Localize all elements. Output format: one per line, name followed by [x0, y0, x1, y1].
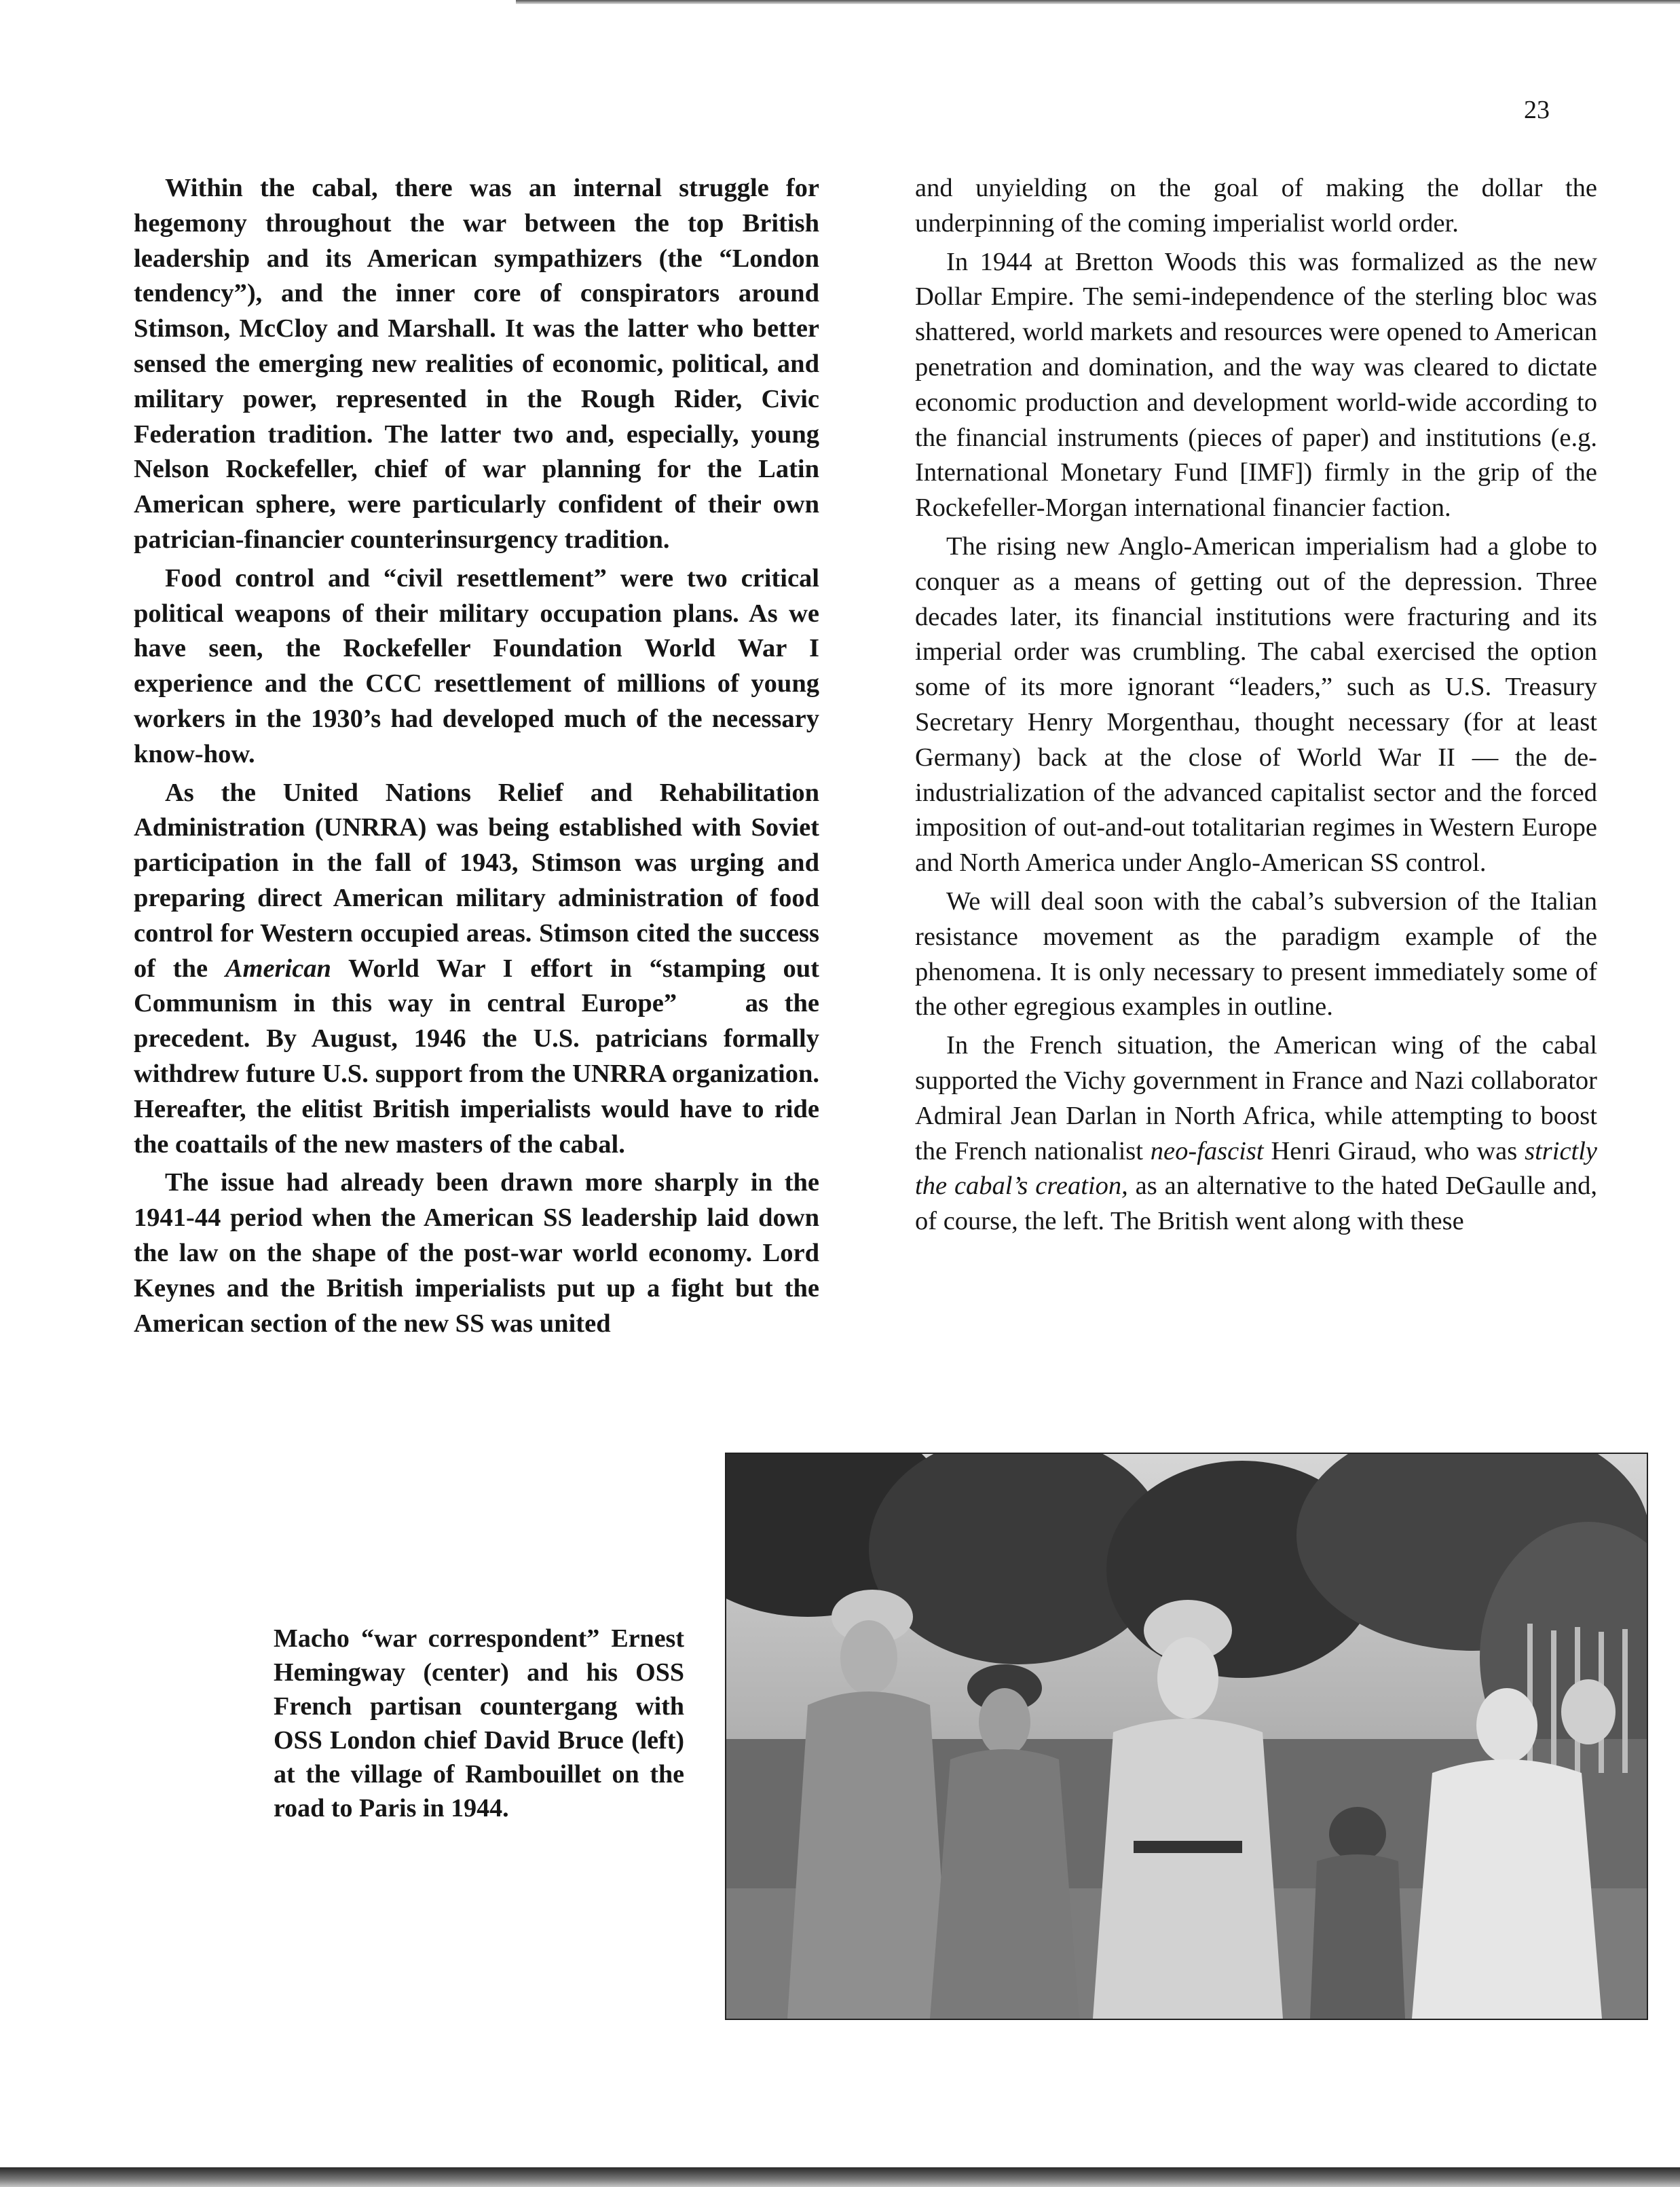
- photograph: [725, 1453, 1648, 2020]
- italic-text: American: [225, 954, 331, 983]
- photo-caption: Macho “war correspondent” Ernest Hemingway (center) and his OSS French partisan countergang with OSS London chief David Bruce (left) at the village of Rambouillet on the road to Paris in 1944.: [274, 1624, 684, 1822]
- photo-illustration: [726, 1454, 1647, 2019]
- left-column: [134, 171, 819, 1345]
- text-run: World War I effort in “stamping out Communism in this way in central Europe”: [134, 954, 819, 1018]
- paragraph: Food control and “civil resettlement” were two critical political weapons of their military occupation plans. As we have seen, the Rockefeller Foundation World War I experience and the CCC resettlement of millions of young workers in the 1930’s had developed much of the necessary know-how.: [134, 563, 819, 768]
- right-column: [915, 171, 1597, 1243]
- page-edge-top: [516, 0, 1680, 4]
- paragraph: Within the cabal, there was an internal struggle for hegemony throughout the war between the top British leadership and its American sympathizers (the “London tendency”), and the inner core of conspirators around Stimson, McCloy and Marshall. It was the latter who better sensed the emerging new realities of economic, political, and military power, represented in the Rough Rider, Civic Federation tradition. The latter two and, especially, young Nelson Rockefeller, chief of war planning for the Latin American sphere, were particularly confident of their own patrician-financier counterinsurgency tradition.: [134, 174, 819, 554]
- italic-text: neo-fascist: [1150, 1136, 1264, 1165]
- text-run: as the precedent. By August, 1946 the U.S. patricians formally withdrew future U.S. support from the UNRRA organization. Hereafter, the elitist British imperialists would have to ride the coattails of the new masters of the cabal.: [134, 989, 819, 1159]
- page-edge-bottom: [0, 2167, 1680, 2187]
- paragraph: In 1944 at Bretton Woods this was formalized as the new Dollar Empire. The semi-independence of the sterling bloc was shattered, world markets and resources were opened to American penetration and domination, and the way was cleared to dictate economic production and development world-wide according to the financial instruments (pieces of paper) and institutions (e.g. International Monetary Fund [IMF]) firmly in the grip of the Rockefeller-Morgan international financier faction.: [915, 247, 1597, 523]
- text-run: As the United Nations Relief and Rehabilitation Administration (UNRRA) was being established with Soviet participation in the fall of 1943, Stimson was urging and preparing direct American military administration of food control for Western occupied areas. Stimson cited the success of the: [134, 778, 819, 983]
- italic-text: strictly the cabal’s creation,: [915, 1136, 1598, 1201]
- paragraph: We will deal soon with the cabal’s subversion of the Italian resistance movement as the paradigm example of the phenomena. It is only necessary to present immediately some of the other egregious examples in outline.: [915, 886, 1597, 1022]
- text-run: Henri Giraud, who was: [1271, 1136, 1518, 1165]
- paragraph: [134, 776, 819, 1163]
- paragraph: The rising new Anglo-American imperialism had a globe to conquer as a means of getting out of the depression. Three decades later, its financial institutions were fracturing and its imperial order was crumbling. The cabal exercised the option some of its more ignorant “leaders,” such as U.S. Treasury Secretary Henry Morgenthau, thought necessary (for at least Germany) back at the close of World War II — the de-industrialization of the advanced capitalist sector and the forced imposition of out-and-out totalitarian regimes in Western Europe and North America under Anglo-American SS control.: [915, 531, 1597, 878]
- text-run: In the French situation, the American wing of the cabal supported the Vichy government in France and Nazi collaborator Admiral Jean Darlan in North Africa, while attempting to boost the French nationalist: [915, 1031, 1597, 1165]
- text-run: as an alternative to the hated DeGaulle and, of course, the left. The British went along with these: [915, 1172, 1597, 1236]
- page-number: 23: [1524, 96, 1550, 124]
- paragraph: [915, 1028, 1597, 1239]
- paragraph: and unyielding on the goal of making the dollar the underpinning of the coming imperialist world order.: [915, 174, 1597, 238]
- paragraph: The issue had already been drawn more sharply in the 1941-44 period when the American SS leadership laid down the law on the shape of the post-war world economy. Lord Keynes and the British imperialists put up a fight but the American section of the new SS was united: [134, 1168, 819, 1338]
